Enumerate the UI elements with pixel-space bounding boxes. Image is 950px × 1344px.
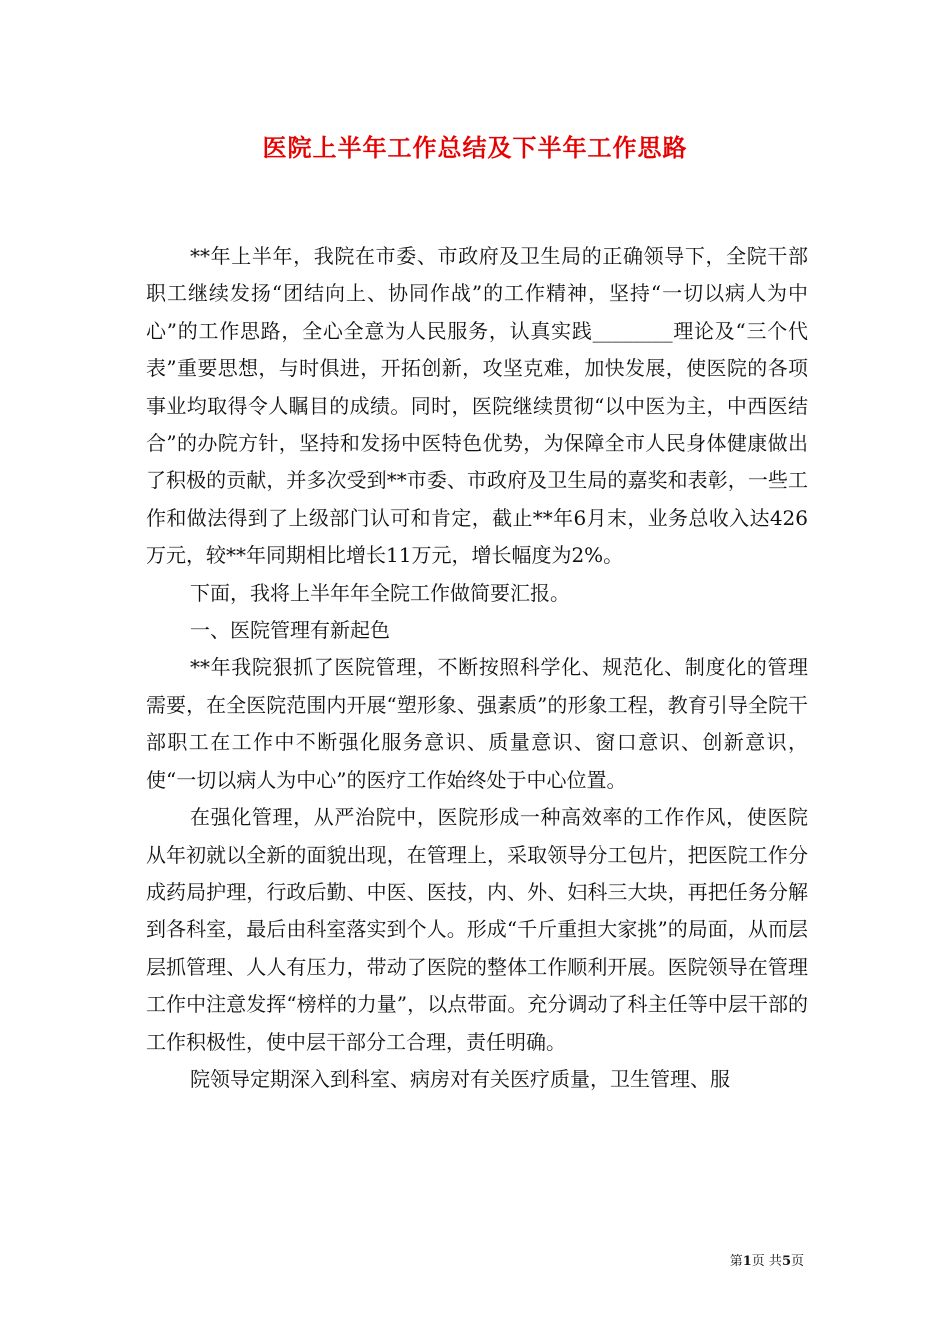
section-heading-management: 一、医院管理有新起色 bbox=[190, 618, 390, 643]
footer-suffix: 页 bbox=[790, 1254, 804, 1269]
footer-middle: 页 共 bbox=[751, 1254, 782, 1269]
document-title: 医院上半年工作总结及下半年工作思路 bbox=[262, 133, 688, 162]
paragraph-leadership-visits: 院领导定期深入到科室、病房对有关医疗质量，卫生管理、服 bbox=[190, 1066, 730, 1091]
page-footer bbox=[730, 1250, 804, 1269]
paragraph-intro: **年上半年，我院在市委、市政府及卫生局的正确领导下，全院干部职工继续发扬“团结向上、协同作战”的工作精神，坚持“一切以病人为中心”的工作思路，全心全意为人民服务，认真实践________理论及“三个代表”重要思想，与时俱进，开拓创新，攻坚克难，加快发展，使医院的各项事业均取得令人瞩目的成绩。同时，医院继续贯彻“以中医为主，中西医结合”的办院方针，坚持和发扬中医特色优势，为保障全市人民身体健康做出了积极的贡献，并多次受到**市委、市政府及卫生局的嘉奖和表彰，一些工作和做法得到了上级部门认可和肯定，截止**年6月末，业务总收入达426万元，较**年同期相比增长11万元，增长幅度为2%。 bbox=[146, 244, 808, 568]
footer-current-page: 1 bbox=[742, 1254, 752, 1269]
paragraph-management: **年我院狠抓了医院管理，不断按照科学化、规范化、制度化的管理需要，在全医院范围内开展“塑形象、强素质”的形象工程，教育引导全院干部职工在工作中不断强化服务意识、质量意识、窗口意识、创新意识，使“一切以病人为中心”的医疗工作始终处于中心位置。 bbox=[146, 655, 808, 792]
paragraph-strict-management: 在强化管理，从严治院中，医院形成一种高效率的工作作风，使医院从年初就以全新的面貌出现，在管理上，采取领导分工包片，把医院工作分成药局护理，行政后勤、中医、医技，内、外、妇科三大块，再把任务分解到各科室，最后由科室落实到个人。形成“千斤重担大家挑”的局面，从而层层抓管理、人人有压力，带动了医院的整体工作顺利开展。医院领导在管理工作中注意发挥“榜样的力量”，以点带面。充分调动了科主任等中层干部的工作积极性，使中层干部分工合理，责任明确。 bbox=[146, 805, 808, 1054]
footer-prefix: 第 bbox=[729, 1254, 743, 1269]
document-body bbox=[146, 238, 808, 1098]
footer-total-pages: 5 bbox=[781, 1254, 791, 1269]
paragraph-report-lead: 下面，我将上半年年全院工作做简要汇报。 bbox=[190, 580, 570, 605]
